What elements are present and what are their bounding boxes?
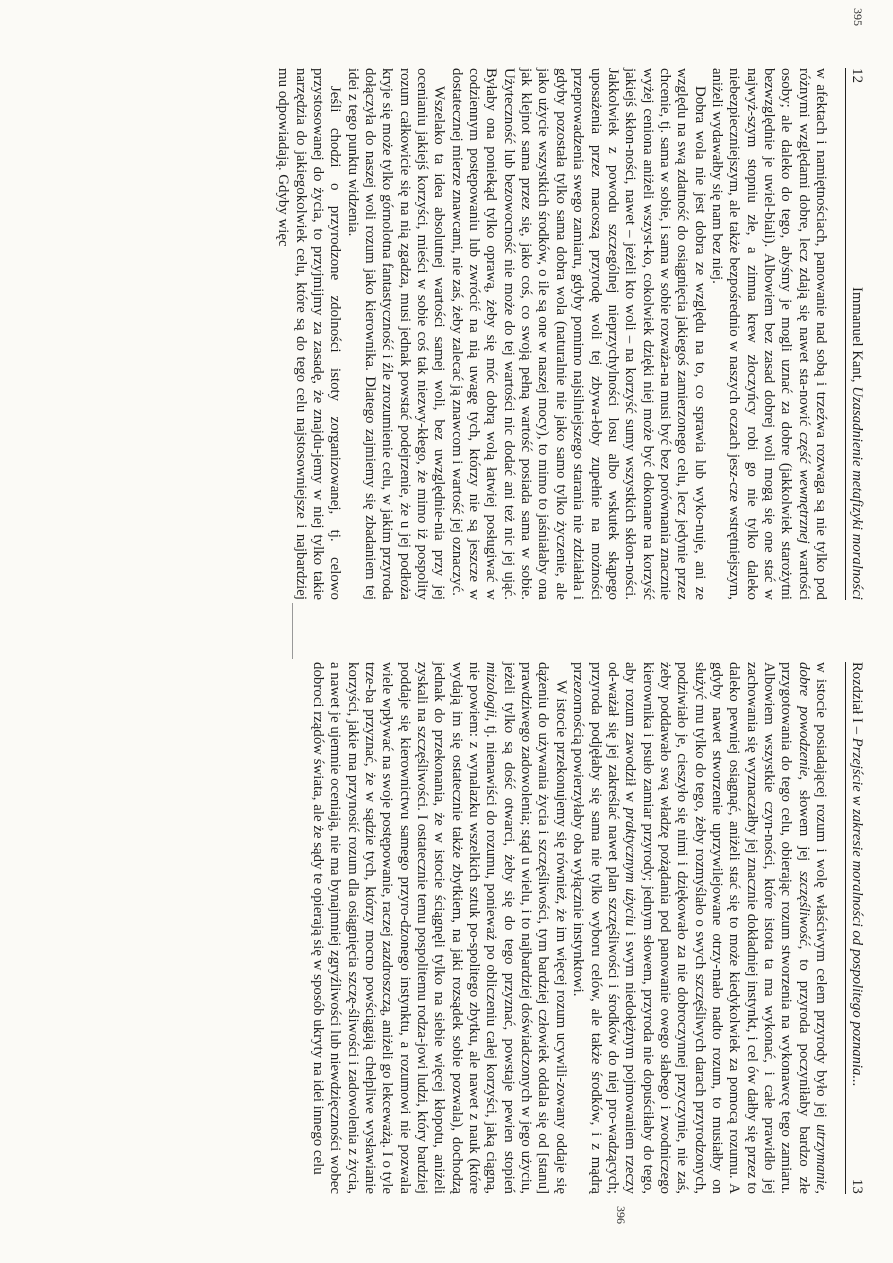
italic-text: praktycznym użyciu xyxy=(622,807,639,927)
running-head-title xyxy=(848,662,865,1087)
book-title: Uzasadnienie metafizyki moralności xyxy=(849,386,865,600)
running-head-right xyxy=(845,662,865,1194)
chapter-label: Rozdział I – xyxy=(849,662,865,738)
author-name: Immanuel Kant, xyxy=(849,287,865,387)
page-number: 13 xyxy=(849,1178,865,1194)
text-run: , tj. nienawiści do rozumu, ponieważ po obliczeniu całej korzyści, jaką ciągną, nie powiem: z wynalazku wszelkich sztuk po-spolitego zbytku, ale nawet z nauk (które wydają im się ostatecznie także zbytkiem, na jaki rozsądek sobie pozwala), dochodzą jednak do przekonania, że w istocie ściągnęli tylko na siebie więcej kłopotu, aniżeli zyskali na szczęśliwości. I ostatecznie temu pospolitemu rodza-jowi ludzi, który bardziej poddaje się kierownictwu samego przyro-dzonego instynktu, a rozumowi nie pozwala wiele wpływać na swoje postępowanie, raczej zazdroszczą, aniżeli go lekceważą. I o tyle trze-ba przyznać, że w sądzie tych, którzy mocno powściągają chełpliwe wysławianie korzyści, jakie ma przynosić rozum dla osiągnięcia szczę-śliwości i zadowolenia z życia, a nawet je ujemnie oceniają, nie ma bynajmniej zgryźliwości lub niewdzięczności wobec dobroci rządów świata, ale że sądy te opierają się w sposób ukryty na idei innego celu xyxy=(310,662,500,1194)
text-run: W istocie przekonujemy się również, że im więcej rozum ucywili-zowany oddaje się dążeniu do używania życia i szczęśliwości, tym bardziej człowiek oddala się od [stanu] prawdziwego zadowolenia; stąd u wielu, i to najbardziej doświadczonych w jego użyciu, jeżeli tylko są dość otwarci, żeby się do tego przyznać, powstaje pewien stopień xyxy=(500,662,569,1194)
body-text-right xyxy=(309,662,829,1194)
text-run: w istocie posiadającej rozum i wolę właściwym celem przyrody było jej xyxy=(813,662,829,1125)
marginal-reference-number: 395 xyxy=(851,8,865,26)
chapter-title: Przejście w zakresie moralności od pospolitego poznania... xyxy=(849,737,865,1087)
paragraph xyxy=(708,68,829,600)
marginal-reference-number: 396 xyxy=(614,1206,628,1224)
right-page xyxy=(20,662,865,1224)
text-run: w afektach i namiętnościach, panowanie nad sobą i trzeźwa rozwaga są nie tylko pod różnymi względami dobre, lecz zdają się nawet sta-nowić xyxy=(795,68,829,600)
paragraph xyxy=(447,68,707,600)
text-run: , słowem jej xyxy=(795,776,812,872)
paragraph xyxy=(274,68,343,600)
italic-text: część wewnętrznej xyxy=(795,432,812,544)
running-head-left xyxy=(845,68,865,600)
text-run: Dobra wola nie jest dobra ze względu na to, co sprawia lub wyko-nuje, ani ze względu na swą zdatność do osiągnięcia jakiegoś zamierzonego celu, lecz jedynie przez chcenie, tj. sama w sobie, i sama w sobie rozważa-na musi być bez porównania znacznie wyżej ceniona aniżeli wszyst-ko, cokolwiek dzięki niej może być dokonane na korzyść jakiejś skłon-ności, nawet – jeżeli kto woli – na korzyść sumy wszystkich skłon-ności. Jakkolwiek z powodu szczególnej nieprzychylności losu albo wskutek skąpego uposażenia przez macoszą przyrodę woli tej zbywa-łoby zupełnie na możności przeprowadzenia swego zamiaru, gdyby pomimo najsilniejszego starania nie zdziałała i gdyby pozostała tylko sama dobra wola (naturalnie nie jako samo tylko życzenie, ale jako użycie wszystkich środków, o ile są one w naszej mocy), to mimo to jaśniałaby ona jak klejnot sama przez się, jako coś, co swoją pełną wartość posiada sama w sobie. Użyteczność lub bezowocność nie może do tej wartości nic dodać ani też nic jej ująć. Byłaby ona poniekąd tylko oprawą, żeby się móc dobrą wolą łatwiej posługiwać w codziennym postępowaniu lub zwrócić na nią uwagę tych, którzy nie są jeszcze w dostatecznej mierze znawcami, nie zaś, żeby zalecać ją znawcom i wartość jej oznaczyć. xyxy=(448,68,708,600)
text-run: Wszelako ta idea absolutnej wartości samej woli, bez uwzględnie-nia przy jej ocenianiu jakiejś korzyści, mieści w sobie coś tak niezwy-kłego, że mimo iż pospolity rozum całkowicie się na nią zgadza, musi jednak powstać podejrzenie, że u jej podłoża kryje się może tylko górnolotna fantastyczność i źle zrozumienie celu, w jakim przyroda dołączyła do naszej woli rozum jako kierownika. Dlatego zajmiemy się zbadaniem tej idei z tego punktu widzenia. xyxy=(344,68,448,600)
text-run: Jeśli chodzi o przyrodzone zdolności istoty zorganizowanej, tj. celowo przystosowanej do życia, to przyjmijmy za zasadę, że znajdu-jemy w niej tylko takie narzędzia do jakiegokolwiek celu, które są do tego celu najstosowniejsze i najbardziej mu odpowiadają. Gdyby więc xyxy=(275,68,344,600)
italic-text: szczęśliwość xyxy=(795,871,812,946)
left-page xyxy=(20,8,865,600)
paragraph xyxy=(309,662,569,1194)
text-run: i swym niedołężnym pojmowaniem rzeczy od-ważał się jej zakreślać nawet plan szczęśliwości i środków do niej pro-wadzących; przyroda podjęłaby się sama nie tylko wyboru celów, ale także środków, i z mądrą przezornością powierzyłaby oba wyłącznie instynktowi. xyxy=(570,662,639,1194)
page-number: 12 xyxy=(849,68,865,84)
body-text-left xyxy=(274,68,829,600)
text-run: , to przyroda poczyniłaby bardzo złe przygotowania do tego celu, obierając rozum stworzenia na wykonawcę tego zamiaru. Albowiem wszystkie czyn-ności, które istota ta ma wykonać, i całe prawidło jej zachowania się wyznaczałby jej znacznie dokładniej instynkt, i cel ów dałby się przez to daleko pewniej osiągnąć, aniżeli stać się to może kiedykolwiek za pomocą rozumu. A gdyby nawet stworzenie uprzywilejowane otrzy-mało nadto rozum, to musiałby on służyć mu tylko do tego, żeby rozmyślało o swych szczęśliwych darach przyrodzonych, podziwiało je, cieszyło się nimi i dziękowało za nie dobroczynnej przyczynie, nie zaś, żeby poddawało swą władzę pożądania pod panowanie owego słabego i zwodniczego kierownika i psuło zamiar przyrody; jednym słowem, przyroda nie dopuściłaby do tego, aby rozum zawodził w xyxy=(622,662,812,1194)
running-head-title xyxy=(848,287,865,600)
text-run: wartości osoby; ale daleko do tego, abyśmy je mogli uznać za dobre (jakkolwiek starożytni bezwzględnie je uwiel-biali). Albowiem bez zasad dobrej woli mogą się one stać w najwyż-szym stopniu złe, a zimna krew złoczyńcy robi go nie tylko daleko niebezpieczniejszym, ale także bezpośrednio w naszych oczach jesz-cze wstrętniejszym, aniżeli wydawałby się nam bez niej. xyxy=(708,68,812,600)
paragraph xyxy=(569,662,829,1194)
page-gutter xyxy=(292,603,293,659)
italic-text: utrzymanie, dobre powodzenie xyxy=(795,662,829,1194)
paragraph xyxy=(343,68,447,600)
italic-text: mizologii xyxy=(483,662,500,718)
